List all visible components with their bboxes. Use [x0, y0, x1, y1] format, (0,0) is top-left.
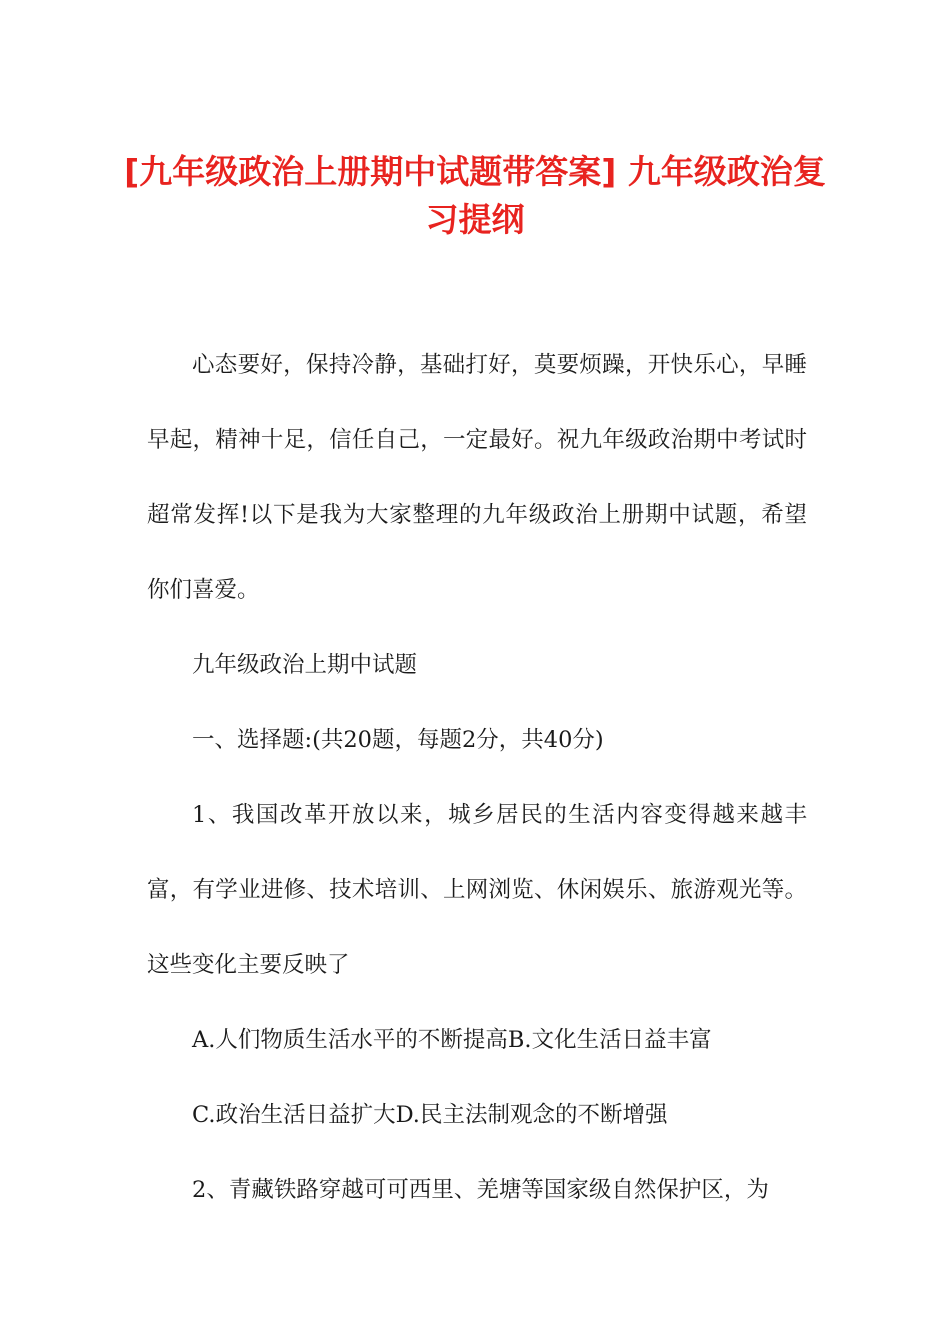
- question-1: 1、我国改革开放以来，城乡居民的生活内容变得越来越丰富，有学业进修、技术培训、上网浏览、休闲娱乐、旅游观光等。这些变化主要反映了: [147, 802, 807, 978]
- question-2: 2、青藏铁路穿越可可西里、羌塘等国家级自然保护区，为: [192, 1177, 769, 1203]
- question-1-options-ab: A.人们物质生活水平的不断提高B.文化生活日益丰富: [192, 1027, 712, 1053]
- intro-paragraph: 心态要好，保持冷静，基础打好，莫要烦躁，开快乐心，早睡早起，精神十足，信任自己，一定最好。祝九年级政治期中考试时超常发挥!以下是我为大家整理的九年级政治上册期中试题，希望你们喜爱。: [147, 352, 807, 603]
- question-1-options-cd: C.政治生活日益扩大D.民主法制观念的不断增强: [192, 1102, 668, 1128]
- document-title: [九年级政治上册期中试题带答案] 九年级政治复习提纲: [124, 152, 826, 239]
- question-type-heading: 一、选择题:(共20题，每题2分，共40分): [192, 727, 604, 753]
- section-heading: 九年级政治上期中试题: [192, 652, 418, 678]
- document-body: [147, 328, 807, 1228]
